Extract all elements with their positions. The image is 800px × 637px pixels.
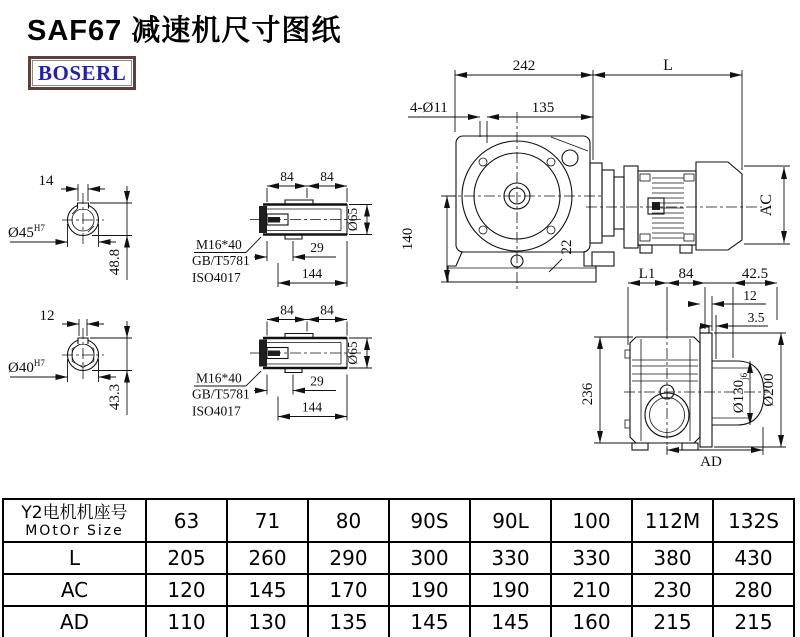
dim-dia200: Ø200 [761, 373, 777, 407]
dim-144: 144 [301, 399, 323, 415]
dim-L1: L1 [638, 266, 656, 282]
table-col-header: 80 [308, 499, 389, 542]
assembly-front-view [400, 57, 790, 292]
table-cell: 170 [308, 574, 389, 606]
page-title: SAF67 减速机尺寸图纸 [27, 15, 342, 47]
table-header-cn: Y2电机机座号 [21, 502, 128, 523]
dim-L: L [663, 57, 673, 74]
table-col-header: 71 [227, 499, 308, 542]
label-std-iso: ISO4017 [192, 270, 241, 285]
table-cell: 260 [227, 542, 308, 574]
dim-14: 14 [38, 173, 54, 189]
label-std-iso: ISO4017 [192, 403, 241, 419]
dim-140: 140 [400, 227, 416, 251]
row-label-AC: AC [3, 574, 146, 606]
dim-242: 242 [512, 58, 536, 74]
dim-AC: AC [758, 193, 775, 217]
table-col-header: 63 [146, 499, 227, 542]
table-cell: 430 [713, 542, 794, 574]
dim-236: 236 [580, 382, 596, 406]
table-cell: 190 [389, 574, 470, 606]
table-cell: 210 [551, 574, 632, 606]
dim-84b: 84 [320, 302, 334, 318]
table-cell: 215 [632, 606, 713, 637]
table-cell: 160 [551, 606, 632, 637]
table-cell: 145 [227, 574, 308, 606]
shaft-end-view-40 [8, 308, 132, 415]
dim-84: 84 [678, 266, 694, 282]
hollow-shaft-view-bottom [192, 303, 372, 421]
dim-dia130: $Ø130_{j6}$ [731, 372, 749, 414]
table-header-en: MOtOr Size [25, 522, 124, 539]
table-cell: 300 [389, 542, 470, 574]
dim-3-5: 3.5 [747, 310, 765, 325]
table-row-L [3, 542, 794, 574]
table-cell: 110 [146, 606, 227, 637]
table-cell: 290 [308, 542, 389, 574]
table-col-header: 132S [713, 499, 794, 542]
dim-29: 29 [310, 240, 324, 255]
dim-84a: 84 [280, 302, 294, 318]
table-cell: 120 [146, 574, 227, 606]
table-cell: 130 [227, 606, 308, 637]
label-bolt-spec: M16*40 [196, 237, 242, 252]
table-cell: 330 [470, 542, 551, 574]
dim-dia65: Ø65 [345, 341, 360, 365]
dim-29: 29 [310, 373, 324, 389]
dim-22: 22 [559, 239, 575, 255]
dim-AD: AD [700, 454, 722, 470]
label-bolt-spec: M16*40 [196, 370, 242, 386]
dim-dia65: Ø65 [345, 207, 360, 232]
dim-12: 12 [743, 288, 757, 303]
shaft-end-view-45 [8, 173, 132, 280]
row-label-AD: AD [3, 606, 146, 637]
table-cell: 145 [470, 606, 551, 637]
assembly-rear-view [580, 266, 786, 470]
boserl-logo-text: BOSERL [38, 61, 127, 85]
table-cell: 380 [632, 542, 713, 574]
dim-144: 144 [301, 266, 323, 281]
table-row-AC [3, 574, 794, 606]
table-col-header: 112M [632, 499, 713, 542]
dim-135: 135 [531, 100, 555, 116]
table-header-motor-size [3, 499, 146, 542]
row-label-L: L [3, 542, 146, 574]
table-col-header: 90L [470, 499, 551, 542]
dim-dia40: $Ø40^{H7}$ [8, 358, 45, 376]
dim-43-3: 43.3 [107, 383, 123, 411]
label-std-gb: GB/T5781 [192, 386, 250, 402]
table-cell: 230 [632, 574, 713, 606]
dim-12: 12 [39, 308, 55, 324]
table-col-header: 90S [389, 499, 470, 542]
table-cell: 145 [389, 606, 470, 637]
dim-42-5: 42.5 [741, 266, 769, 282]
table-header-row [3, 499, 794, 542]
dim-84a: 84 [280, 169, 294, 184]
table-col-header: 100 [551, 499, 632, 542]
dim-84b: 84 [320, 169, 334, 184]
table-cell: 280 [713, 574, 794, 606]
dim-dia45: $Ø45^{H7}$ [8, 223, 45, 241]
dim-4xO11: 4-Ø11 [410, 100, 448, 116]
table-row-AD [3, 606, 794, 637]
table-cell: 205 [146, 542, 227, 574]
label-std-gb: GB/T5781 [192, 253, 250, 268]
motor-size-table [2, 498, 795, 637]
dim-48-8: 48.8 [107, 248, 123, 276]
table-cell: 190 [470, 574, 551, 606]
table-cell: 215 [713, 606, 794, 637]
hollow-shaft-view-top [192, 169, 372, 287]
table-cell: 135 [308, 606, 389, 637]
table-cell: 330 [551, 542, 632, 574]
